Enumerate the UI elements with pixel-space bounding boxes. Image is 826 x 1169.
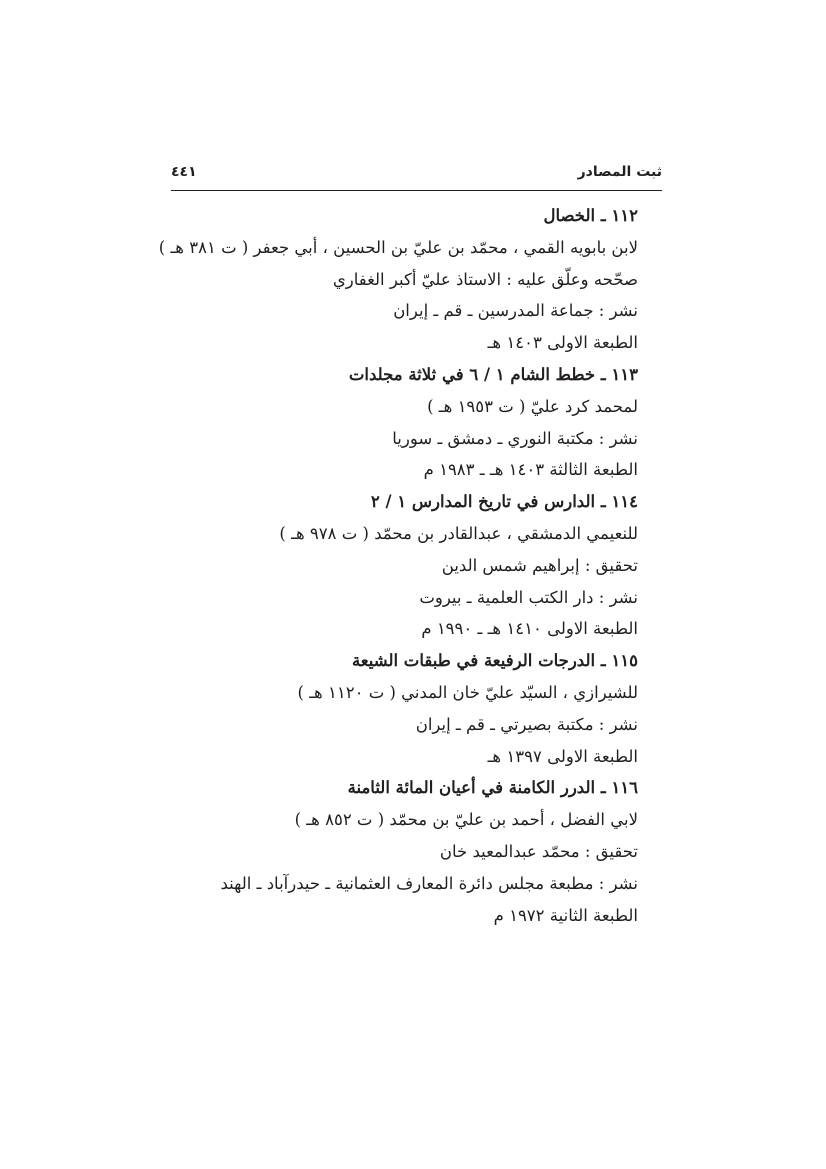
bibliography-entry: [158, 200, 638, 359]
entry-title: ١١٣ ـ خطط الشام ١ / ٦ في ثلاثة مجلدات: [348, 364, 638, 384]
entry-edition: الطبعة الثالثة ١٤٠٣ هـ ـ ١٩٨٣ م: [423, 460, 638, 480]
entry-edition: الطبعة الاولى ١٣٩٧ هـ: [487, 746, 638, 766]
page-number: ٤٤١: [171, 164, 197, 180]
entry-author: لمحمد كرد عليّ ( ت ١٩٥٣ هـ ): [427, 396, 638, 416]
entry-edition: الطبعة الثانية ١٩٧٢ م: [493, 905, 638, 925]
entry-title: ١١٤ ـ الدارس في تاريخ المدارس ١ / ٢: [370, 492, 638, 512]
bibliography-entry: [178, 486, 638, 645]
header-title: ثبت المصادر: [577, 164, 662, 180]
entry-publisher: نشر : جماعة المدرسين ـ قم ـ إيران: [393, 301, 638, 321]
entry-editor: صحّحه وعلّق عليه : الاستاذ عليّ أكبر الغفاري: [332, 269, 638, 289]
entry-edition: الطبعة الاولى ١٤٠٣ هـ: [487, 333, 638, 353]
entry-publisher: نشر : دار الكتب العلمية ـ بيروت: [419, 587, 638, 607]
entry-editor: تحقيق : إبراهيم شمس الدين: [441, 555, 638, 575]
bibliography-entry: [178, 359, 638, 486]
bibliography-entry: [178, 772, 638, 931]
entry-author: لابي الفضل ، أحمد بن عليّ بن محمّد ( ت ٨٥٢ هـ ): [294, 810, 638, 830]
entry-title: ١١٦ ـ الدرر الكامنة في أعيان المائة الثامنة: [347, 778, 638, 798]
entry-edition: الطبعة الاولى ١٤١٠ هـ ـ ١٩٩٠ م: [421, 619, 638, 639]
entry-author: للشيرازي ، السيّد عليّ خان المدني ( ت ١١٢٠ هـ ): [297, 682, 638, 702]
entry-publisher: نشر : مطبعة مجلس دائرة المعارف العثمانية ـ حيدرآباد ـ الهند: [220, 873, 638, 893]
entry-editor: تحقيق : محمّد عبدالمعيد خان: [439, 841, 638, 861]
entry-title: ١١٢ ـ الخصال: [543, 206, 638, 225]
entry-author: للنعيمي الدمشقي ، عبدالقادر بن محمّد ( ت ٩٧٨ هـ ): [279, 523, 638, 543]
bibliography-entry: [178, 645, 638, 772]
entry-title: ١١٥ ـ الدرجات الرفيعة في طبقات الشيعة: [351, 651, 638, 671]
running-head: [171, 150, 662, 191]
entry-publisher: نشر : مكتبة النوري ـ دمشق ـ سوريا: [392, 428, 638, 448]
entry-publisher: نشر : مكتبة بصيرتي ـ قم ـ إيران: [415, 714, 638, 734]
entry-author: لابن بابويه القمي ، محمّد بن عليّ بن الحسين ، أبي جعفر ( ت ٣٨١ هـ ): [158, 237, 638, 257]
bibliography-list: [158, 200, 638, 931]
